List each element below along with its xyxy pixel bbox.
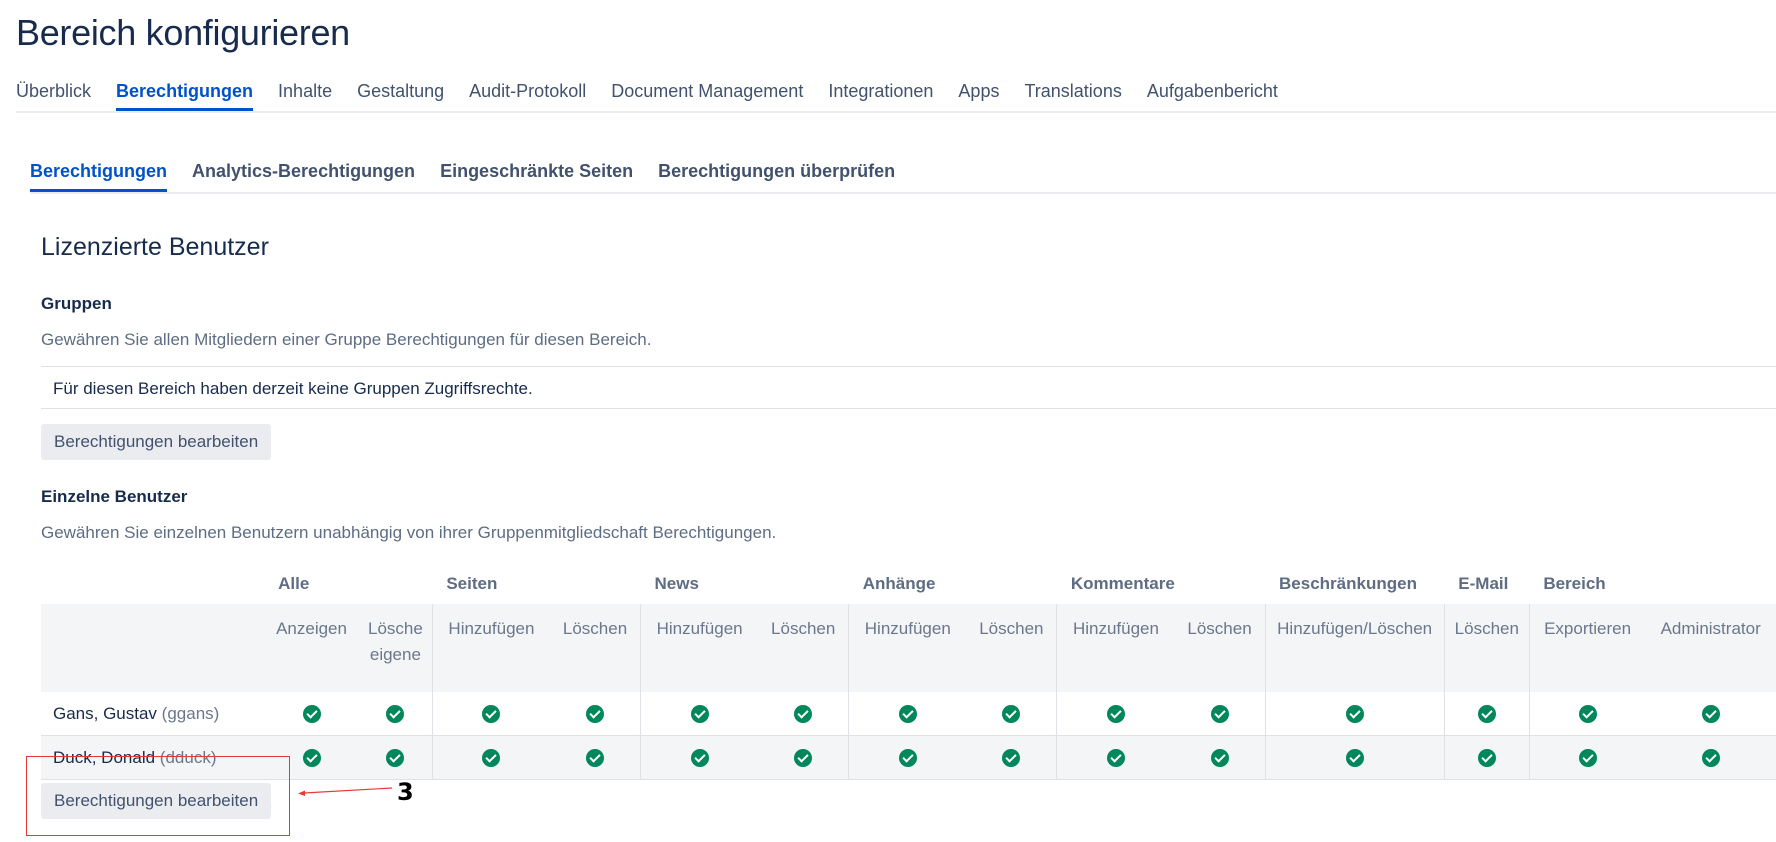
category-header: Bereich xyxy=(1543,574,1606,593)
permission-cell xyxy=(1265,736,1444,780)
check-icon xyxy=(303,705,321,723)
edit-group-permissions-button[interactable]: Berechtigungen bearbeiten xyxy=(41,424,271,460)
groups-heading: Gruppen xyxy=(41,294,112,313)
check-icon xyxy=(1346,749,1364,767)
permission-header: Hinzufügen xyxy=(432,604,550,692)
category-header: Alle xyxy=(278,574,310,593)
category-header: Beschränkungen xyxy=(1279,574,1417,593)
permission-cell xyxy=(1645,736,1776,780)
permission-cell xyxy=(1444,692,1529,736)
individual-users-heading: Einzelne Benutzer xyxy=(41,487,188,506)
annotation-arrow-icon xyxy=(296,786,396,800)
check-icon xyxy=(1107,749,1125,767)
groups-description: Gewähren Sie allen Mitgliedern einer Gruppe Berechtigungen für diesen Bereich. xyxy=(41,330,652,349)
subtab-restricted-pages[interactable]: Eingeschränkte Seiten xyxy=(440,161,634,181)
permission-header: Löschen xyxy=(1175,604,1265,692)
user-username: (ggans) xyxy=(161,703,220,723)
individual-users-description: Gewähren Sie einzelnen Benutzern unabhängig von ihrer Gruppenmitgliedschaft Berechtigungen. xyxy=(41,523,777,542)
check-icon xyxy=(1702,749,1720,767)
tab-audit-log[interactable]: Audit-Protokoll xyxy=(469,81,587,101)
permission-cell xyxy=(966,736,1056,780)
check-icon xyxy=(1211,749,1229,767)
permission-header: Löschen xyxy=(758,604,848,692)
check-icon xyxy=(794,749,812,767)
check-icon xyxy=(899,705,917,723)
permission-cell xyxy=(849,736,967,780)
subtab-analytics-permissions[interactable]: Analytics-Berechtigungen xyxy=(192,161,416,181)
tab-integrations[interactable]: Integrationen xyxy=(828,81,934,101)
permission-header: Exportieren xyxy=(1529,604,1645,692)
check-icon xyxy=(899,749,917,767)
permission-cell xyxy=(1265,692,1444,736)
user-column-subheader xyxy=(41,604,264,692)
subtab-permissions[interactable]: Berechtigungen xyxy=(30,160,167,192)
user-column-header xyxy=(41,564,264,604)
permission-cell xyxy=(550,736,640,780)
permissions-sub-nav xyxy=(30,160,1776,194)
permission-header: Löschen xyxy=(1444,604,1529,692)
permission-cell xyxy=(550,692,640,736)
permission-cell xyxy=(264,692,359,736)
check-icon xyxy=(1478,749,1496,767)
tab-look-and-feel[interactable]: Gestaltung xyxy=(357,81,445,101)
check-icon xyxy=(1478,705,1496,723)
check-icon xyxy=(691,749,709,767)
check-icon xyxy=(794,705,812,723)
permission-header: Hinzufügen xyxy=(849,604,967,692)
tab-translations[interactable]: Translations xyxy=(1024,81,1122,101)
permission-header: Hinzufügen xyxy=(641,604,759,692)
tab-permissions[interactable]: Berechtigungen xyxy=(116,78,253,111)
permission-header: Lösche eigene xyxy=(359,604,432,692)
permission-header: Hinzufügen/Löschen xyxy=(1265,604,1444,692)
user-display-name[interactable]: Gans, Gustav xyxy=(53,703,157,723)
licensed-users-title: Lizenzierte Benutzer xyxy=(41,233,269,261)
check-icon xyxy=(482,749,500,767)
permission-cell xyxy=(1175,692,1265,736)
check-icon xyxy=(386,705,404,723)
category-header: E-Mail xyxy=(1458,574,1509,593)
check-icon xyxy=(1002,705,1020,723)
permission-cell xyxy=(1645,692,1776,736)
permission-cell xyxy=(758,736,848,780)
permission-cell xyxy=(432,692,550,736)
tab-document-management[interactable]: Document Management xyxy=(611,81,804,101)
check-icon xyxy=(1002,749,1020,767)
permission-header: Löschen xyxy=(550,604,640,692)
check-icon xyxy=(1346,705,1364,723)
check-icon xyxy=(1107,705,1125,723)
user-permissions-table xyxy=(41,564,1776,780)
permission-cell xyxy=(849,692,967,736)
category-header: Seiten xyxy=(446,574,498,593)
check-icon xyxy=(1579,749,1597,767)
permission-cell xyxy=(1529,736,1645,780)
user-cell xyxy=(41,692,264,736)
permission-cell xyxy=(1444,736,1529,780)
permission-cell xyxy=(359,692,432,736)
category-header: Anhänge xyxy=(862,574,936,593)
groups-empty-message: Für diesen Bereich haben derzeit keine Gruppen Zugriffsrechte. xyxy=(41,366,1776,409)
check-icon xyxy=(691,705,709,723)
table-row xyxy=(41,692,1776,736)
tab-overview[interactable]: Überblick xyxy=(16,81,92,101)
check-icon xyxy=(303,749,321,767)
tab-task-report[interactable]: Aufgabenbericht xyxy=(1146,81,1278,101)
user-username: (dduck) xyxy=(159,747,217,767)
permission-cell xyxy=(641,736,759,780)
category-header: News xyxy=(654,574,699,593)
category-header: Kommentare xyxy=(1070,574,1175,593)
permission-header: Hinzufügen xyxy=(1057,604,1175,692)
permission-cell xyxy=(432,736,550,780)
edit-user-permissions-button[interactable]: Berechtigungen bearbeiten xyxy=(41,783,271,819)
page-title: Bereich konfigurieren xyxy=(16,12,350,53)
subtab-inspect-permissions[interactable]: Berechtigungen überprüfen xyxy=(658,161,896,181)
permission-header: Anzeigen xyxy=(264,604,359,692)
check-icon xyxy=(586,705,604,723)
check-icon xyxy=(586,749,604,767)
annotation-highlight-box xyxy=(26,756,290,836)
permission-cell xyxy=(359,736,432,780)
space-settings-nav xyxy=(16,78,1776,113)
tab-content[interactable]: Inhalte xyxy=(278,81,333,101)
permission-header: Löschen xyxy=(966,604,1056,692)
permission-cell xyxy=(641,692,759,736)
permission-cell xyxy=(1057,692,1175,736)
tab-apps[interactable]: Apps xyxy=(958,81,1000,101)
permission-cell xyxy=(1175,736,1265,780)
permission-header: Administrator xyxy=(1645,604,1776,692)
check-icon xyxy=(1702,705,1720,723)
permission-cell xyxy=(1529,692,1645,736)
table-row xyxy=(41,736,1776,780)
check-icon xyxy=(1579,705,1597,723)
permission-cell xyxy=(1057,736,1175,780)
check-icon xyxy=(386,749,404,767)
check-icon xyxy=(482,705,500,723)
permission-cell xyxy=(758,692,848,736)
annotation-number: 3 xyxy=(397,778,414,806)
permission-cell xyxy=(966,692,1056,736)
check-icon xyxy=(1211,705,1229,723)
user-display-name[interactable]: Duck, Donald xyxy=(53,747,156,767)
